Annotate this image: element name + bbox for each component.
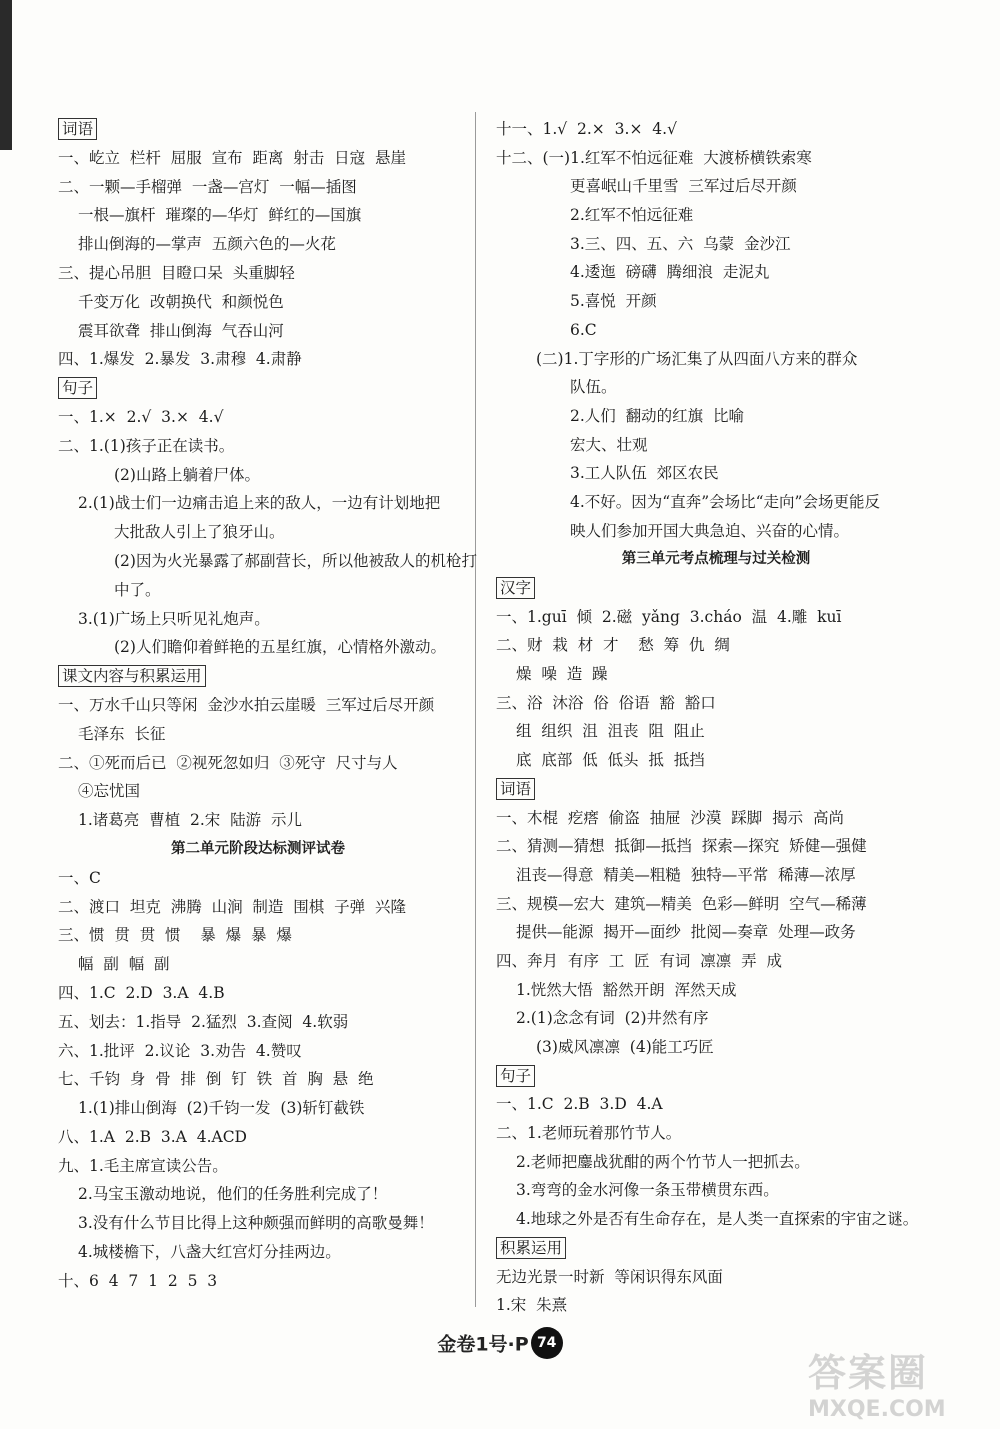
answer-line: 2.红军不怕远征难: [570, 206, 694, 225]
answer-line: 一、1.× 2.√ 3.× 4.√: [58, 407, 224, 426]
answer-line: 5.喜悦 开颜: [570, 292, 657, 311]
answer-line: 二、猜测—猜想 抵御—抵挡 探索—探究 矫健—强健: [496, 837, 867, 856]
answer-line: ④忘忧国: [78, 782, 141, 801]
answer-line: 3.没有什么节目比得上这种颇强而鲜明的高歌曼舞！: [78, 1214, 434, 1233]
answer-line: 七、千钧 身 骨 排 倒 钉 铁 首 胸 悬 绝: [58, 1070, 374, 1089]
answer-line: 4.城楼檐下，八盏大红宫灯分挂两边。: [78, 1243, 341, 1262]
answer-line: 中了。: [114, 580, 161, 599]
answer-line: 三、规模—宏大 建筑—精美 色彩—鲜明 空气—稀薄: [496, 894, 867, 913]
answer-line: 四、1.C 2.D 3.A 4.B: [58, 983, 225, 1002]
answer-line: 底 底部 低 低头 抵 抵挡: [516, 751, 705, 770]
answer-line: 一、屹立 栏杆 屈服 宣布 距离 射击 日寇 悬崖: [58, 148, 406, 167]
answer-line: 提供—能源 揭开—面纱 批阅—奏章 处理—政务: [516, 923, 856, 942]
answer-line: 二、财 栽 材 才 愁 筹 仇 绸: [496, 636, 730, 655]
section-heading: [496, 1234, 936, 1263]
answer-line: 6.C: [570, 320, 597, 339]
watermark-url: MXQE.COM: [808, 1397, 946, 1422]
answer-line: 2.人们 翻动的红旗 比喻: [570, 406, 744, 425]
answer-line: 四、1.爆发 2.暴发 3.肃穆 4.肃静: [58, 350, 302, 369]
answer-line: 4.地球之外是否有生命存在，是人类一直探索的宇宙之谜。: [516, 1210, 919, 1229]
section-heading: [496, 574, 936, 603]
watermark: [808, 1342, 978, 1422]
answer-line: 队伍。: [570, 378, 617, 397]
answer-line: 二、1.老师玩着那竹节人。: [496, 1124, 682, 1143]
answer-line: 3.弯弯的金水河像一条玉带横贯东西。: [516, 1181, 779, 1200]
answer-line: 无边光景一时新 等闲识得东风面: [496, 1267, 723, 1286]
unit-title: 第三单元考点梳理与过关检测: [621, 551, 811, 568]
answer-line: 三、浴 沐浴 俗 俗语 豁 豁口: [496, 693, 716, 712]
answer-line: 六、1.批评 2.议论 3.劝告 4.赞叹: [58, 1041, 302, 1060]
answer-line: 1.(1)排山倒海 (2)千钧一发 (3)斩钉截铁: [78, 1099, 365, 1118]
answer-line: 组 组织 沮 沮丧 阻 阻止: [516, 722, 705, 741]
answer-line: 3.三、四、五、六 乌蒙 金沙江: [570, 234, 791, 253]
answer-line: 一根—旗杆 璀璨的—华灯 鲜红的—国旗: [78, 206, 362, 225]
answer-line: 2.马宝玉激动地说，他们的任务胜利完成了！: [78, 1185, 388, 1204]
answer-line: 毛泽东 长征: [78, 724, 166, 743]
answer-line: 1.宋 朱熹: [496, 1296, 568, 1315]
section-heading-label: 词语: [496, 778, 535, 800]
section-heading-label: 句子: [496, 1065, 535, 1087]
answer-line: 十、6 4 7 1 2 5 3: [58, 1271, 218, 1290]
answer-line: 二、一颗—手榴弹 一盏—宫灯 一幅—插图: [58, 177, 357, 196]
answer-line: (二)1.丁字形的广场汇集了从四面八方来的群众: [536, 349, 858, 368]
answer-line: 2.(1)念念有词 (2)井然有序: [516, 1009, 709, 1028]
unit-title: 第二单元阶段达标测评试卷: [171, 840, 345, 857]
watermark-logo: 答案圈: [808, 1351, 929, 1395]
answer-line: 三、惯 贯 贯 惯 暴 爆 暴 爆: [58, 926, 292, 945]
answer-line: 排山倒海的—掌声 五颜六色的—火花: [78, 235, 336, 254]
answer-line: 沮丧—得意 精美—粗糙 独特—平常 稀薄—浓厚: [516, 865, 856, 884]
answer-line: 燥 噪 造 躁: [516, 665, 608, 684]
section-heading: [496, 775, 936, 804]
section-heading-label: 句子: [58, 377, 97, 399]
answer-line: 宏大、壮观: [570, 435, 648, 454]
answer-line: 三、提心吊胆 目瞪口呆 头重脚轻: [58, 263, 295, 282]
section-heading-label: 课文内容与积累运用: [58, 665, 206, 687]
page-number: 74: [531, 1327, 563, 1359]
right-column: [496, 115, 936, 1320]
left-column: [58, 115, 477, 1296]
section-heading: [58, 374, 458, 403]
answer-line: 千变万化 改朝换代 和颜悦色: [78, 292, 284, 311]
answer-line: 3.工人队伍 郊区农民: [570, 464, 719, 483]
answer-line: 1.恍然大悟 豁然开朗 浑然天成: [516, 980, 737, 999]
answer-line: (2)因为火光暴露了郝副营长，所以他被敌人的机枪打: [114, 551, 477, 570]
answer-line: 1.诸葛亮 曹植 2.宋 陆游 示儿: [78, 811, 302, 830]
section-heading: [496, 1062, 936, 1091]
answer-line: 十一、1.√ 2.× 3.× 4.√: [496, 120, 677, 138]
answer-line: 一、1.guī 倾 2.磁 yǎng 3.cháo 温 4.雕 kuī: [496, 607, 842, 626]
answer-line: 五、划去：1.指导 2.猛烈 3.查阅 4.软弱: [58, 1012, 349, 1031]
answer-line: 2.老师把鏖战犹酣的两个竹节人一把抓去。: [516, 1152, 810, 1171]
section-heading-label: 积累运用: [496, 1237, 566, 1259]
section-heading: [58, 662, 458, 691]
section-heading: [58, 115, 458, 144]
answer-line: 幅 副 幅 副: [78, 955, 170, 974]
answer-line: 3.(1)广场上只听见礼炮声。: [78, 609, 270, 628]
answer-line: 震耳欲聋 排山倒海 气吞山河: [78, 321, 284, 340]
answer-line: 大批敌人引上了狼牙山。: [114, 523, 285, 542]
answer-line: (3)威风凛凛 (4)能工巧匠: [536, 1038, 714, 1056]
answer-line: 二、①死而后已 ②视死忽如归 ③死守 尺寸与人: [58, 753, 398, 772]
answer-line: 四、奔月 有序 工 匠 有词 凛凛 弄 成: [496, 951, 782, 970]
answer-line: 二、渡口 坦克 沸腾 山涧 制造 围棋 子弹 兴隆: [58, 897, 406, 916]
answer-line: 一、木棍 疙瘩 偷盗 抽屉 沙漠 踩脚 揭示 高尚: [496, 808, 844, 827]
answer-line: 一、1.C 2.B 3.D 4.A: [496, 1095, 663, 1114]
answer-line: 4.不好。因为“直奔”会场比“走向”会场更能反: [570, 492, 880, 511]
answer-line: 更喜岷山千里雪 三军过后尽开颜: [570, 177, 797, 196]
answer-line: 映人们参加开国大典急迫、兴奋的心情。: [570, 521, 850, 540]
answer-line: 4.逶迤 磅礴 腾细浪 走泥丸: [570, 263, 770, 282]
answer-line: 二、1.(1)孩子正在读书。: [58, 436, 235, 455]
answer-line: 九、1.毛主席宣读公告。: [58, 1156, 228, 1175]
answer-line: 2.(1)战士们一边痛击追上来的敌人，一边有计划地把: [78, 494, 441, 513]
section-heading-label: 词语: [58, 118, 97, 140]
column-divider: [475, 112, 476, 1307]
answer-line: 八、1.A 2.B 3.A 4.ACD: [58, 1127, 247, 1146]
footer-label: 金卷1号·P: [437, 1333, 529, 1356]
answer-line: (2)山路上躺着尸体。: [114, 465, 260, 484]
binding-strip: [0, 0, 12, 150]
answer-line: 十二、(一)1.红军不怕远征难 大渡桥横铁索寒: [496, 148, 812, 167]
section-heading-label: 汉字: [496, 577, 535, 599]
answer-line: 一、万水千山只等闲 金沙水拍云崖暖 三军过后尽开颜: [58, 695, 435, 714]
answer-line: (2)人们瞻仰着鲜艳的五星红旗，心情格外激动。: [114, 638, 446, 657]
answer-line: 一、C: [58, 868, 101, 887]
